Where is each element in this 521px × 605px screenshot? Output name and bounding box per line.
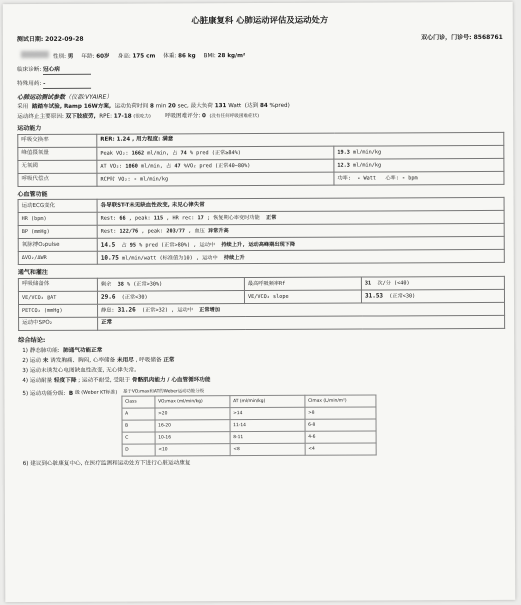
table-row: A >20 >14 >8	[122, 407, 376, 420]
table-header-row: Class VO₂max (ml/min/kg) AT (ml/min/kg) CImax (L/min/m²)	[122, 395, 376, 408]
table-row: 氧脉搏O₂pulse 14.5 占 95 % pred (正常>80%) , 运动中 持续上升, 运动高峰期出现下降	[18, 237, 504, 252]
clinic-number: 8568761	[473, 33, 503, 41]
vent-table	[18, 276, 505, 331]
test-date-label: 测试日期:	[16, 35, 44, 43]
table-row: PETCO₂ (mmHg) 静息: 31.26 (正常>32) , 运动中 正常增加	[19, 302, 505, 317]
table-row: 运动ECG变化 各导联ST-T未见缺血性改变, 未见心律失常	[18, 198, 504, 213]
diagnosis-row: 临床诊断: 冠心病	[17, 65, 503, 75]
table-row: 呼吸储备体 剩余 38 % (正常>30%) 最高呼吸频率Rf 31 次/分 (<40)	[18, 276, 504, 291]
table-row: HR (bpm) Rest: 66 , peak: 115 , HR rec: 17 ; 恢复期心率变时功能 正常	[18, 211, 504, 226]
patient-info: 性别: 男 年龄: 60岁 身高: 175 cm 体重: 86 kg BMI: 28 kg/m²	[17, 49, 503, 61]
report-title: 心脏康复科 心肺运动评估及运动处方	[191, 14, 329, 26]
table-row: 峰值摄氧量 Peak VO₂: 1662 ml/min, 占 74 % pred (正常≥84%) 19.3 ml/min/kg	[18, 145, 504, 160]
conclusion-item-6: 6) 建议到心脏康复中心, 在医疗监测和运动处方下进行心脏运动康复	[22, 460, 191, 468]
table-row: 运动中SPO₂ 正常	[19, 315, 505, 330]
cardio-table	[18, 197, 505, 265]
conclusion-item-2: 2) 运动 未 诱发胸痛、胸闷, 心率储备 未用尽 , 呼吸储备 正常	[22, 357, 175, 365]
table-row: C 10-16 8-11 4-6	[122, 431, 376, 444]
medication-value: -	[43, 81, 91, 89]
weber-class-table-wrap	[119, 387, 376, 457]
conclusion-item-4: 4) 运动耐量 轻度下降 ; 运动不耐受, 受限于 骨骼肌肉能力 / 心血管循环功能	[22, 377, 211, 385]
params-line-1: 采用 踏踏车试验, Ramp 16W方案, 运动负荷时间 8 min 20 sec, 最大负荷 131 Watt (达到 84 %pred)	[17, 103, 290, 111]
weber-class-table	[121, 395, 376, 457]
table-row: 呼吸代偿点 RCP时 VO₂: - ml/min/kg 功率: - Watt 心率: - bpm	[18, 171, 504, 186]
table-row: ΔVO₂/ΔWR 10.75 ml/min/watt (标准值为10) , 运动中 持续上升	[18, 250, 504, 265]
test-date: 2022-09-28	[45, 35, 84, 43]
params-line-2: 运动终止主要原因: 双下肢疲劳, RPE: 17-18 (很吃力) 呼吸困难评分: 0 (没有任何呼吸困难症状)	[17, 113, 260, 121]
table-row: D <10 <8 <4	[122, 443, 376, 456]
weber-table-caption: 基于VO₂max和AT的Weber运动功能分级	[123, 388, 205, 395]
report-header	[17, 33, 503, 43]
table-row: 呼吸交换率 RER: 1.24 , 用力程度: 满意	[18, 132, 504, 147]
cardio-heading: 心血管功能	[17, 190, 48, 198]
medication-row: 特殊用药: -	[17, 79, 503, 89]
report-page	[3, 2, 516, 602]
conclusion-item-3: 3) 运动未诱发心电图缺血性改变, 无心律失常。	[22, 367, 140, 375]
vent-heading: 通气和灌注	[17, 269, 48, 277]
diagnosis-value: 冠心病	[43, 67, 91, 75]
conclusion-item-5: 5) 运动功能分级: B 级 (Weber KT标准) 基于VO₂max和AT的Weber运动功能分级 Class VO₂max (ml/min/kg) AT (ml/min/kg) CImax (L/min/m²) A >20 >14 >8 B 16-20 11-14 6-8 C 10-16 8-11 4-6 D <10 <8 <4	[18, 386, 504, 457]
table-row: 无氧阈 AT VO₂: 1060 ml/min, 占 47 %VO₂ pred (正常40~80%) 12.3 ml/min/kg	[18, 158, 504, 173]
conclusion: 综合结论: 1) 静态肺功能: 肺通气功能正常 2) 运动 未 诱发胸痛、胸闷, 心率储备 未用尽 , 呼吸储备 正常 3) 运动未诱发心电图缺血性改变, 无心律失常。 4) 运动耐量 轻度下降 ; 运动不耐受, 受限于 骨骼肌肉能力 / 心血管循环功能 5) 运动功能分级: B 级 (Weber KT标准) 基于VO₂max和AT的Weber运动功能分级 Class VO₂max (ml/min/kg) AT (ml/min/kg) CImax (L/min/m²) A >20 >14 >8 B 16-20 11-14 6-8 C 10-16 8-11 4-6 D <10 <8 <4 6) 建议到心脏康复中心, 在医疗监测和运动处方下进行心脏运动康复	[18, 335, 505, 468]
conclusion-item-1: 1) 静态肺功能: 肺通气功能正常	[22, 347, 103, 354]
exercise-table	[17, 132, 504, 187]
redacted-name	[21, 51, 49, 58]
table-row: B 16-20 11-14 6-8	[122, 419, 376, 432]
table-row: BP (mmHg) Rest: 122/76 , peak: 203/77 , 血压 异常升高	[18, 224, 504, 239]
exercise-heading: 运动能力	[17, 125, 42, 133]
table-row: VE/VCO₂ @AT 29.6 (正常<30) VE/VCO₂ slope 31.53 (正常<30)	[18, 289, 504, 304]
clinic-label: 双心门诊，门诊号:	[421, 33, 472, 41]
params-heading: 心肺运动测试参数 （仪器:VYAIRE）	[17, 93, 113, 102]
